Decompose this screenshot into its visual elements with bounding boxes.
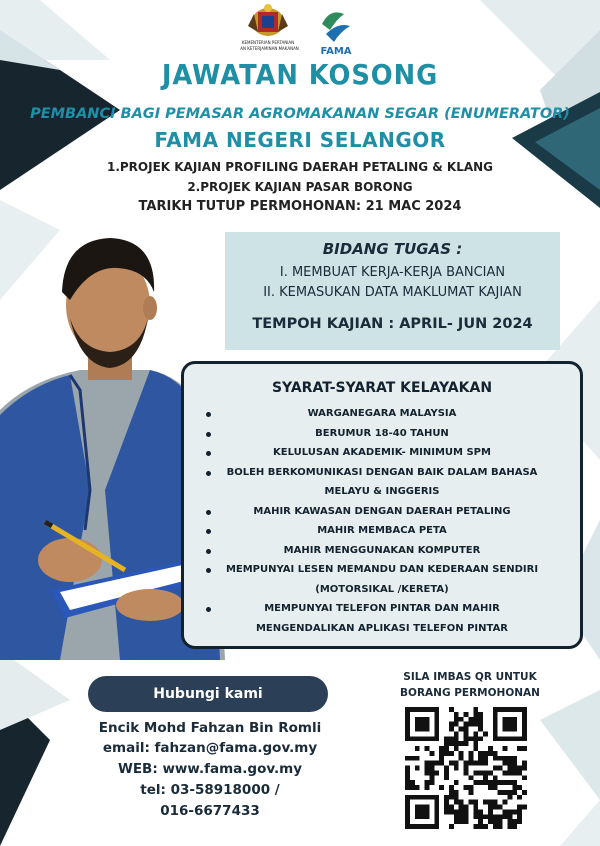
contact-web[interactable]: WEB: www.fama.gov.my bbox=[117, 761, 303, 777]
requirement-item-continued: MELAYU & INGGERIS bbox=[324, 486, 440, 497]
requirement-item: MEMPUNYAI TELEFON PINTAR DAN MAHIR bbox=[184, 599, 580, 619]
contact-tel-2: 016-6677433 bbox=[160, 803, 260, 819]
requirements-heading: SYARAT-SYARAT KELAYAKAN bbox=[271, 380, 493, 396]
requirement-item: KELULUSAN AKADEMIK- MINIMUM SPM bbox=[184, 443, 580, 463]
bullet-icon bbox=[206, 529, 211, 534]
contact-name: Encik Mohd Fahzan Bin Romli bbox=[98, 720, 322, 736]
bullet-icon bbox=[206, 451, 211, 456]
bullet-icon bbox=[206, 471, 211, 476]
qr-code-icon[interactable] bbox=[405, 706, 527, 830]
requirement-item: MEMPUNYAI LESEN MEMANDU DAN KEDERAAN SENDIRI bbox=[184, 560, 580, 580]
page-title: JAWATAN KOSONG bbox=[161, 58, 439, 91]
duty-item-1: I. MEMBUAT KERJA-KERJA BANCIAN bbox=[279, 265, 506, 280]
contact-label: Hubungi kami bbox=[153, 686, 263, 702]
bullet-icon bbox=[206, 607, 211, 612]
project-line-2: 2.PROJEK KAJIAN PASAR BORONG bbox=[187, 180, 413, 194]
qr-label-line-2: BORANG PERMOHONAN bbox=[400, 687, 540, 699]
requirement-item-continued: MENGENDALIKAN APLIKASI TELEFON PINTAR bbox=[255, 622, 509, 634]
duties-heading: BIDANG TUGAS : bbox=[322, 240, 463, 258]
requirements-panel bbox=[181, 361, 583, 649]
requirement-item: MAHIR MEMBACA PETA bbox=[184, 521, 580, 541]
bullet-icon bbox=[206, 510, 211, 515]
requirement-item: WARGANEGARA MALAYSIA bbox=[184, 404, 580, 424]
organization-name: FAMA NEGERI SELANGOR bbox=[154, 128, 446, 152]
contact-tel-1: tel: 03-58918000 / bbox=[140, 782, 280, 798]
bullet-icon bbox=[206, 432, 211, 437]
duty-item-2: II. KEMASUKAN DATA MAKLUMAT KAJIAN bbox=[263, 285, 522, 300]
requirement-item: MAHIR KAWASAN DENGAN DAERAH PETALING bbox=[184, 502, 580, 522]
qr-label-line-1: SILA IMBAS QR UNTUK bbox=[403, 671, 537, 683]
requirement-item-continued: (MOTORSIKAL /KERETA) bbox=[315, 583, 449, 595]
closing-date: TARIKH TUTUP PERMOHONAN: 21 MAC 2024 bbox=[138, 199, 462, 214]
fama-logo-icon bbox=[316, 6, 356, 56]
svg-text:FAMA: FAMA bbox=[320, 46, 352, 56]
bullet-icon bbox=[206, 412, 211, 417]
svg-text:KEMENTERIAN PERTANIAN: KEMENTERIAN PERTANIAN bbox=[241, 40, 295, 45]
contact-pill bbox=[88, 676, 328, 712]
requirement-item: BERUMUR 18-40 TAHUN bbox=[184, 424, 580, 444]
requirement-item: MAHIR MENGGUNAKAN KOMPUTER bbox=[184, 541, 580, 561]
requirements-list bbox=[184, 404, 580, 638]
project-line-1: 1.PROJEK KAJIAN PROFILING DAERAH PETALING & KLANG bbox=[106, 160, 494, 174]
header-logos bbox=[240, 4, 380, 62]
bullet-icon bbox=[206, 549, 211, 554]
ministry-crest-icon bbox=[240, 4, 380, 62]
contact-email[interactable]: email: fahzan@fama.gov.my bbox=[102, 740, 318, 756]
svg-text:DAN KETERJAMINAN MAKANAN: DAN KETERJAMINAN MAKANAN bbox=[240, 46, 299, 51]
requirement-item: BOLEH BERKOMUNIKASI DENGAN BAIK DALAM BAHASA bbox=[184, 463, 580, 483]
duties-panel bbox=[225, 232, 560, 350]
bullet-icon bbox=[206, 568, 211, 573]
job-subtitle: PEMBANCI BAGI PEMASAR AGROMAKANAN SEGAR (ENUMERATOR) bbox=[30, 106, 570, 122]
study-period: TEMPOH KAJIAN : APRIL- JUN 2024 bbox=[252, 316, 533, 332]
